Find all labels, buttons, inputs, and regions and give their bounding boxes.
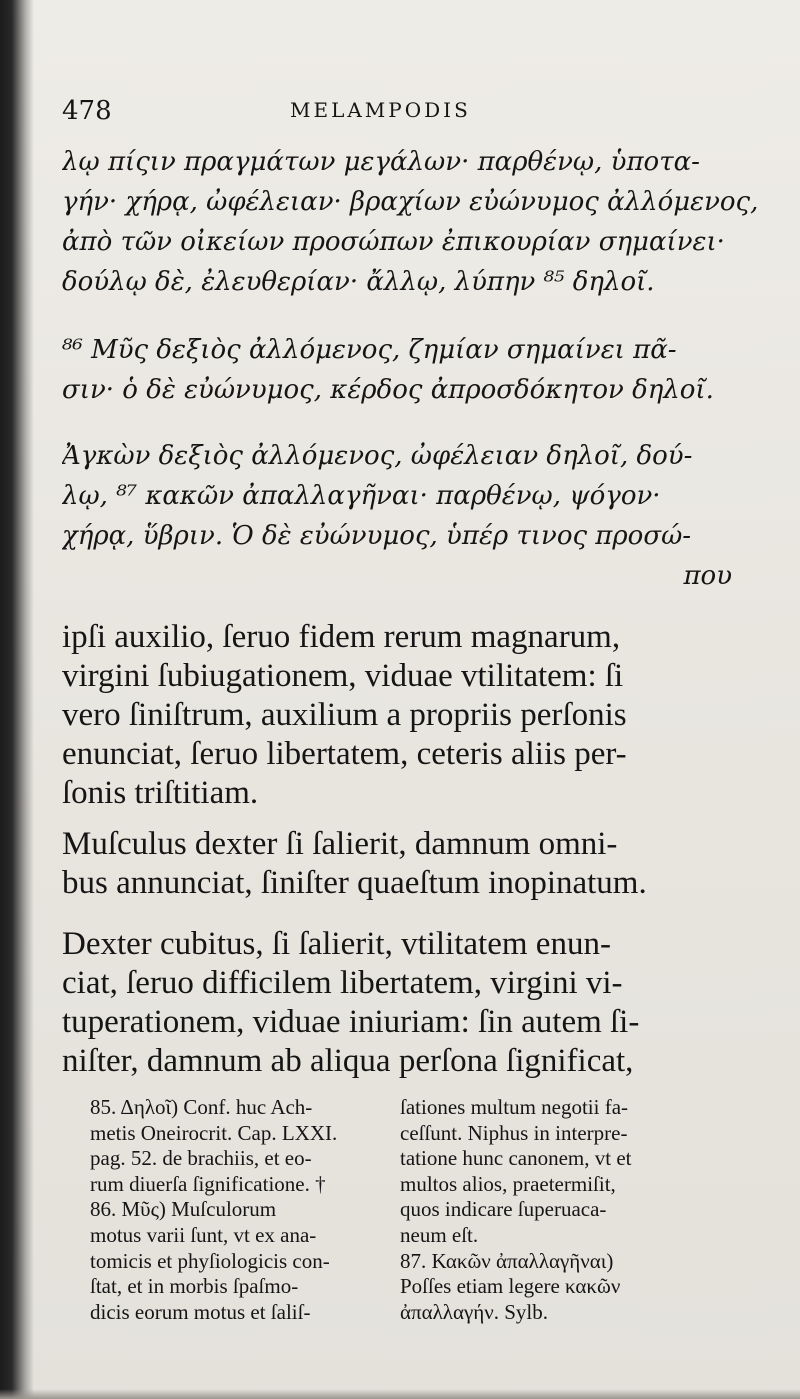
text-line: λῳ πίςιν πραγμάτων μεγάλων· παρθένῳ, ὑποτα-: [62, 147, 700, 177]
text-line: vero ſiniſtrum, auxilium a propriis perſonis: [62, 697, 627, 733]
text-line: bus annunciat, ſiniſter quaeſtum inopinatum.: [62, 865, 647, 901]
binding-shadow: [0, 0, 34, 1399]
text-line: tuperationem, viduae iniuriam: ſin autem ſi-: [62, 1004, 640, 1040]
text-line: virgini ſubiugationem, viduae vtilitatem: ſi: [62, 658, 624, 694]
text-line: ipſi auxilio, ſeruo fidem rerum magnarum,: [62, 619, 621, 655]
footnote-line: tomicis et phyſiologicis con-: [90, 1248, 330, 1273]
latin-paragraph-3: [62, 925, 762, 1081]
text-line: χήρᾳ, ὕβριν. Ὁ δὲ εὐώνυμος, ὑπέρ τινος προσώ-: [62, 521, 692, 551]
text-line: γήν· χήρᾳ, ὠφέλειαν· βραχίων εὐώνυμος ἀλλόμενος,: [62, 187, 759, 217]
footnote-line: neum eſt.: [400, 1222, 479, 1247]
text-line: enunciat, ſeruo libertatem, ceteris aliis per-: [62, 736, 627, 772]
footnote-line: pag. 52. de brachiis, et eo-: [90, 1146, 312, 1171]
footnote-line: quos indicare ſuperuaca-: [400, 1197, 607, 1222]
greek-paragraph-1: [62, 142, 762, 302]
text-line: Muſculus dexter ſi ſalierit, damnum omni-: [62, 826, 618, 862]
text-line: Dexter cubitus, ſi ſalierit, vtilitatem enun-: [62, 926, 611, 962]
footnote-line: dicis eorum motus et ſaliſ-: [90, 1299, 311, 1324]
page-header: [62, 96, 762, 136]
text-line: ciat, ſeruo difficilem libertatem, virgini vi-: [62, 965, 623, 1001]
page-number: 478: [62, 96, 112, 126]
text-line: Ἀγκὼν δεξιὸς ἀλλόμενος, ὠφέλειαν δηλοῖ, δού-: [62, 441, 693, 471]
greek-paragraph-2: [62, 330, 762, 410]
footnote-line: ceſſunt. Niphus in interpre-: [400, 1120, 628, 1145]
footnote-line: 85. Δηλοῖ) Conf. huc Ach-: [90, 1095, 313, 1119]
catchword: που: [683, 561, 732, 591]
footnotes: [90, 1095, 770, 1395]
greek-paragraph-3: [62, 436, 762, 596]
text-line: δούλῳ δὲ, ἐλευθερίαν· ἄλλῳ, λύπην ⁸⁵ δηλοῖ.: [62, 267, 655, 297]
text-line: λῳ, ⁸⁷ κακῶν ἀπαλλαγῆναι· παρθένῳ, ψόγον·: [62, 481, 661, 511]
running-head: MELAMPODIS: [290, 98, 471, 122]
footnote-line: ſationes multum negotii fa-: [400, 1095, 629, 1119]
footnote-line: tatione hunc canonem, vt et: [400, 1146, 632, 1171]
footnote-line: Poſſes etiam legere κακῶν: [400, 1274, 621, 1299]
text-line: ſonis triſtitiam.: [62, 775, 259, 811]
text-line: σιν· ὁ δὲ εὐώνυμος, κέρδος ἀπροσδόκητον δηλοῖ.: [62, 375, 714, 405]
text-line: ἀπὸ τῶν οἰκείων προσώπων ἐπικουρίαν σημαίνει·: [62, 227, 725, 257]
footnotes-right-column: [400, 1095, 770, 1325]
page-bottom-edge: [0, 1389, 800, 1399]
footnote-line: multos alios, praetermiſit,: [400, 1171, 616, 1196]
text-line: niſter, damnum ab aliqua perſona ſignificat,: [62, 1043, 634, 1079]
latin-paragraph-2: [62, 825, 762, 903]
footnote-line: 87. Κακῶν ἀπαλλαγῆναι): [400, 1248, 614, 1273]
footnote-line: ſtat, et in morbis ſpaſmo-: [90, 1274, 299, 1299]
footnote-line: rum diuerſa ſignificatione. †: [90, 1171, 326, 1196]
footnote-line: metis Oneirocrit. Cap. LXXI.: [90, 1120, 338, 1145]
footnotes-left-column: [90, 1095, 390, 1325]
text-line: ⁸⁶ Μῦς δεξιὸς ἀλλόμενος, ζημίαν σημαίνει πᾶ-: [62, 335, 677, 365]
footnote-line: motus varii ſunt, vt ex ana-: [90, 1222, 317, 1247]
footnote-line: 86. Μῦς) Muſculorum: [90, 1197, 277, 1222]
footnote-line: ἀπαλλαγήν. Sylb.: [400, 1299, 548, 1324]
latin-paragraph-1: [62, 618, 762, 813]
